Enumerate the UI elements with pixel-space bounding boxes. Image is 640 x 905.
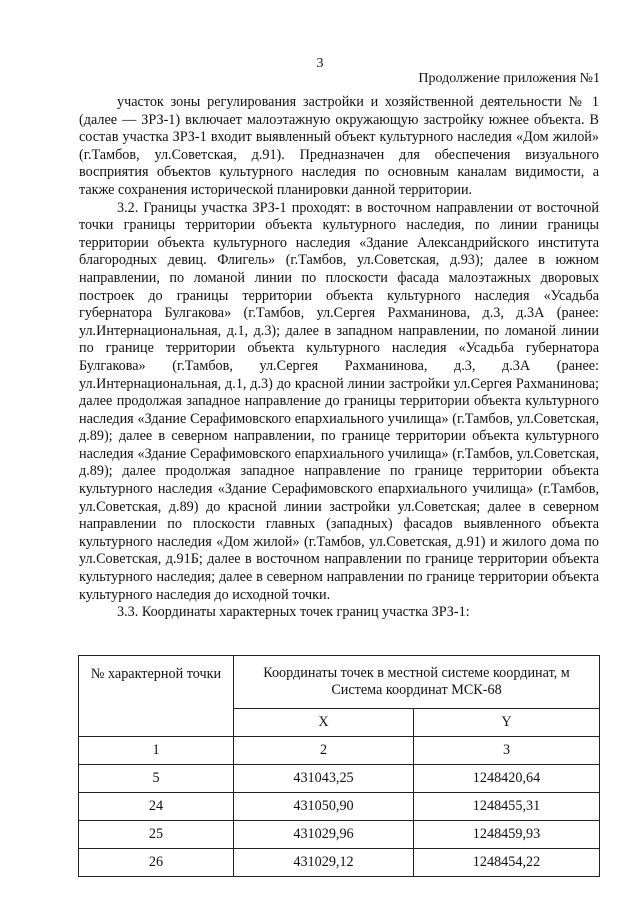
y-cell: 1248420,64 (414, 765, 600, 793)
y-cell: 1248454,22 (414, 849, 600, 877)
x-cell: 431050,90 (234, 793, 414, 821)
header-coordinates: Координаты точек в местной системе координат, м Система координат МСК-68 (234, 656, 600, 709)
table-row (79, 849, 600, 877)
header-point-number: № характерной точки (79, 656, 234, 737)
table-index-row (79, 737, 600, 765)
header-x: X (234, 709, 414, 737)
table-row (79, 765, 600, 793)
appendix-continuation-label: Продолжение приложения №1 (418, 71, 600, 86)
paragraph-coordinates-intro: 3.3. Координаты характерных точек границ участка ЗРЗ-1: (117, 604, 470, 621)
index-cell: 3 (414, 737, 600, 765)
header-y: Y (414, 709, 600, 737)
x-cell: 431029,12 (234, 849, 414, 877)
index-cell: 1 (79, 737, 234, 765)
table-header-row (79, 656, 600, 709)
coordinates-table (78, 655, 600, 877)
x-cell: 431029,96 (234, 821, 414, 849)
body-text (79, 94, 599, 622)
x-cell: 431043,25 (234, 765, 414, 793)
table-row (79, 821, 600, 849)
table-row (79, 793, 600, 821)
point-cell: 5 (79, 765, 234, 793)
y-cell: 1248455,31 (414, 793, 600, 821)
page-number: 3 (316, 56, 324, 71)
y-cell: 1248459,93 (414, 821, 600, 849)
point-cell: 24 (79, 793, 234, 821)
point-cell: 26 (79, 849, 234, 877)
index-cell: 2 (234, 737, 414, 765)
point-cell: 25 (79, 821, 234, 849)
paragraph-boundaries: 3.2. Границы участка ЗРЗ-1 проходят: в восточном направлении от восточной точки границы территории объекта культурного наследия, по линии границы территории объекта культурного наследия «Здание Александрийского института благородных девиц. Флигель» (г.Тамбов, ул.Советская, д.93); далее в южном направлении, по ломаной линии по плоскости фасада малоэтажных дворовых построек до границы территории объекта культурного наследия «Усадьба губернатора Булгакова» (г.Тамбов, ул.Сергея Рахманинова, д.3, д.3А (ранее: ул.Интернациональная, д.1, д.3); далее в западном направлении, по ломаной линии по границе территории объекта культурного наследия «Усадьба губернатора Булгакова» (г.Тамбов, ул.Сергея Рахманинова, д.3, д.3А (ранее: ул.Интернациональная, д.1, д.3) до красной линии застройки ул.Сергея Рахманинова; далее продолжая западное направление до границы территории объекта культурного наследия «Здание Серафимовского епархиального училища» (г.Тамбов, ул.Советская, д.89); далее в северном направлении, по границе территории объекта культурного наследия «Здание Серафимовского епархиального училища» (г.Тамбов, ул.Советская, д.89); далее продолжая западное направление по границе территории объекта культурного наследия «Здание Серафимовского епархиального училища» (г.Тамбов, ул.Советская, д.89) до красной линии застройки ул.Советская; далее в северном направлении по плоскости главных (западных) фасадов выявленного объекта культурного наследия «Дом жилой» (г.Тамбов, ул.Советская, д.91) и жилого дома по ул.Советская, д.91Б; далее в восточном направлении по границе территории объекта культурного наследия; далее в северном направлении по границе территории объекта культурного наследия до исходной точки. (79, 199, 599, 603)
paragraph-zone-description: участок зоны регулирования застройки и хозяйственной деятельности № 1 (далее — ЗРЗ-1) включает малоэтажную окружающую застройку южнее объекта. В состав участка ЗРЗ-1 входит выявленный объект культурного наследия «Дом жилой» (г.Тамбов, ул.Советская, д.91). Предназначен для обеспечения визуального восприятия объектов культурного наследия по основным каналам видимости, а также сохранения исторической планировки данной территории. (79, 94, 599, 198)
